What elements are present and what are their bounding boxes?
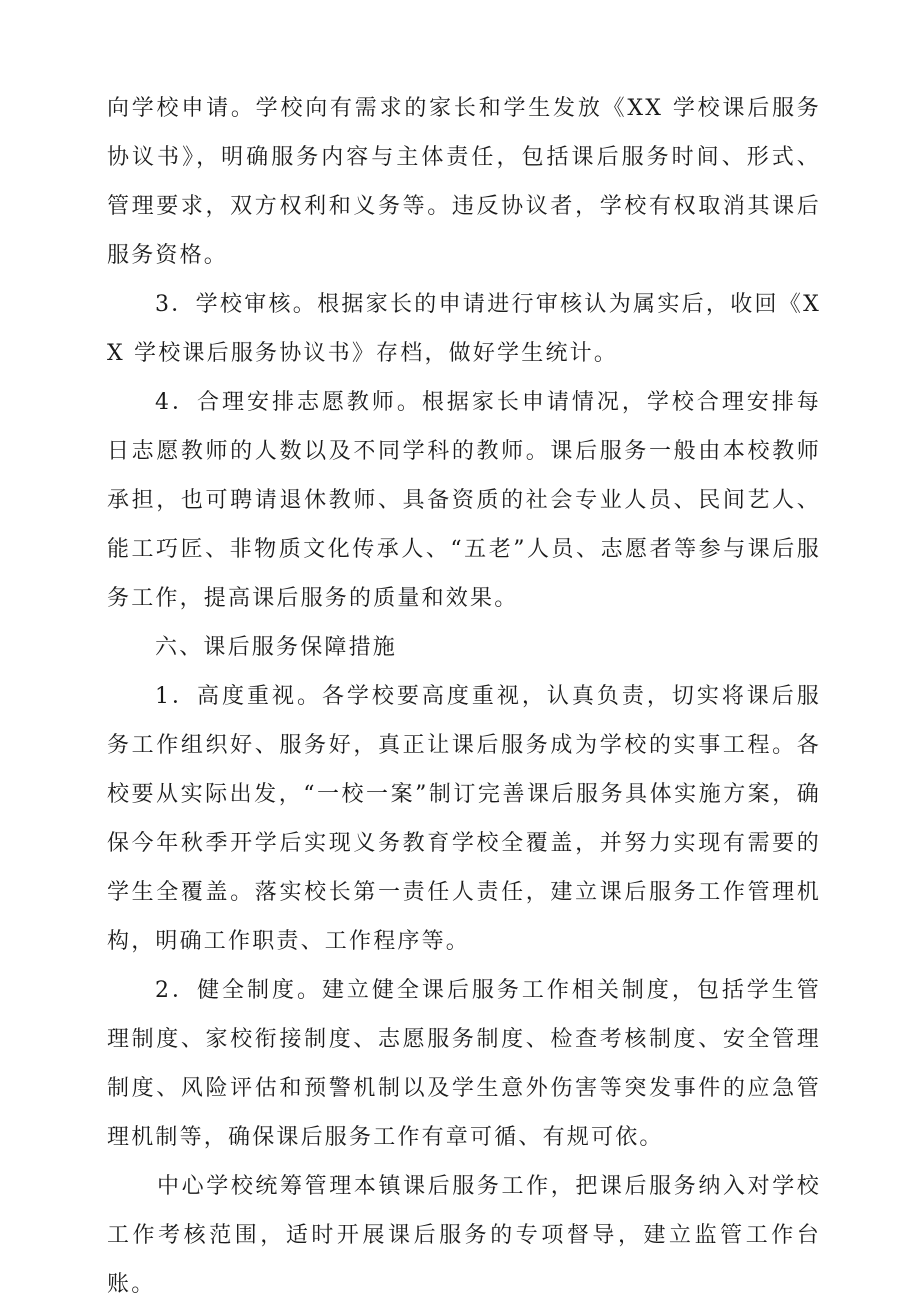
section-heading-safeguards: 六、课后服务保障措施 xyxy=(155,635,398,660)
paragraph-improve-systems: 2．健全制度。建立健全课后服务工作相关制度，包括学生管理制度、家校衔接制度、志愿服务制度、检查考核制度、安全管理制度、风险评估和预警机制以及学生意外伤害等突发事件的应急管理机制等，确保课后服务工作有章可循、有规可依。 xyxy=(107,978,821,1150)
paragraph-volunteer-teachers: 4．合理安排志愿教师。根据家长申请情况，学校合理安排每日志愿教师的人数以及不同学科的教师。课后服务一般由本校教师承担，也可聘请退休教师、具备资质的社会专业人员、民间艺人、能工巧匠、非物质文化传承人、“五老”人员、志愿者等参与课后服务工作，提高课后服务的质量和效果。 xyxy=(107,390,821,611)
document-body xyxy=(107,84,821,1309)
paragraph-high-priority: 1．高度重视。各学校要高度重视，认真负责，切实将课后服务工作组织好、服务好，真正让课后服务成为学校的实事工程。各校要从实际出发，“一校一案”制订完善课后服务具体实施方案，确保今年秋季开学后实现义务教育学校全覆盖，并努力实现有需要的学生全覆盖。落实校长第一责任人责任，建立课后服务工作管理机构，明确工作职责、工作程序等。 xyxy=(107,684,821,954)
paragraph-application-continued: 向学校申请。学校向有需求的家长和学生发放《XX 学校课后服务协议书》，明确服务内容与主体责任，包括课后服务时间、形式、管理要求，双方权利和义务等。违反协议者，学校有权取消其课后服务资格。 xyxy=(107,96,821,268)
paragraph-school-review: 3．学校审核。根据家长的申请进行审核认为属实后，收回《XX 学校课后服务协议书》存档，做好学生统计。 xyxy=(107,292,821,366)
paragraph-central-school: 中心学校统筹管理本镇课后服务工作，把课后服务纳入对学校工作考核范围，适时开展课后服务的专项督导，建立监管工作台账。 xyxy=(107,1174,821,1297)
